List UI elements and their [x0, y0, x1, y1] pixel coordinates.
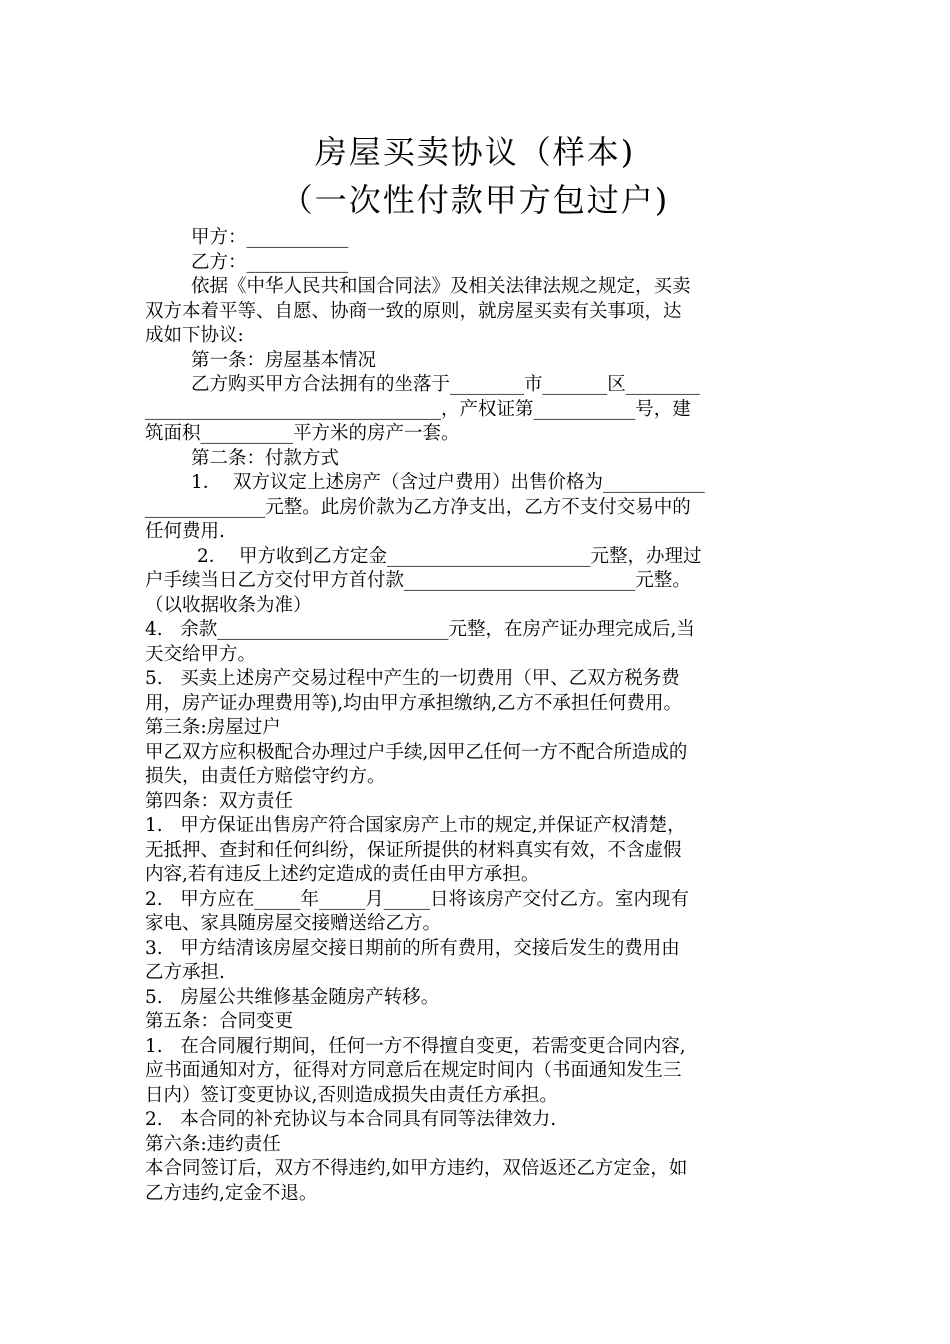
- article-2-line: 4. 余款_________________________元整，在房产证办理完成后,当: [145, 619, 695, 640]
- article-2-line: 天交给甲方。: [145, 643, 257, 665]
- article-2-heading: 第二条：付款方式: [191, 447, 340, 469]
- article-4-line: 1. 甲方保证出售房产符合国家房产上市的规定,并保证产权清楚，: [145, 815, 686, 836]
- article-5-line: 应书面通知对方，征得对方同意后在规定时间内（书面通知发生三: [145, 1060, 682, 1081]
- article-1-line: ________________________________，产权证第___________号，建: [145, 398, 691, 420]
- party-b-line: 乙方：___________: [191, 251, 349, 273]
- article-5-line: 日内）签订变更协议,否则造成损失由责任方承担。: [145, 1084, 558, 1106]
- preamble-line: 成如下协议:: [145, 325, 244, 346]
- article-2-line: 2． 甲方收到乙方定金______________________元整，办理过: [197, 545, 702, 567]
- article-5-line: 1. 在合同履行期间，任何一方不得擅自变更，若需变更合同内容,: [145, 1035, 686, 1057]
- article-4-line: 3. 甲方结清该房屋交接日期前的所有费用，交接后发生的费用由: [145, 937, 680, 959]
- article-5-heading: 第五条：合同变更: [145, 1011, 294, 1032]
- article-1-line: 乙方购买甲方合法拥有的坐落于________市_______区________: [191, 374, 700, 395]
- article-2-line: 5. 买卖上述房产交易过程中产生的一切费用（甲、乙双方税务费: [145, 668, 680, 689]
- article-3-line: 损失，由责任方赔偿守约方。: [145, 766, 386, 787]
- article-4-line: 无抵押、查封和任何纠纷，保证所提供的材料真实有效，不含虚假: [145, 839, 682, 861]
- article-2-line: 1． 双方议定上述房产（含过户费用）出售价格为___________: [191, 472, 705, 493]
- article-2-line: _____________元整。此房价款为乙方净支出，乙方不支付交易中的: [145, 496, 691, 518]
- article-2-line: 户手续当日乙方交付甲方首付款_________________________元整。: [145, 570, 691, 591]
- article-6-heading: 第六条:违约责任: [145, 1133, 281, 1155]
- article-5-line: 2. 本合同的补充协议与本合同具有同等法律效力.: [145, 1109, 557, 1130]
- document-title: 房屋买卖协议（样本): [314, 133, 636, 171]
- article-3-line: 甲乙双方应积极配合办理过户手续,因甲乙任何一方不配合所造成的: [145, 741, 688, 763]
- preamble-line: 双方本着平等、自愿、协商一致的原则，就房屋买卖有关事项，达: [145, 300, 682, 322]
- article-4-line: 2. 甲方应在_____年_____月_____日将该房产交付乙方。室内现有: [145, 888, 690, 910]
- article-6-line: 乙方违约,定金不退。: [145, 1182, 318, 1204]
- article-2-line: 用，房产证办理费用等),均由甲方承担缴纳,乙方不承担任何费用。: [145, 692, 682, 714]
- article-2-line: 任何费用.: [145, 521, 225, 542]
- preamble-line: 依据《中华人民共和国合同法》及相关法律法规之规定，买卖: [191, 276, 691, 297]
- article-6-line: 本合同签订后，双方不得违约,如甲方违约，双倍返还乙方定金，如: [145, 1158, 688, 1179]
- party-a-line: 甲方：___________: [191, 227, 349, 248]
- article-1-line: 筑面积__________平方米的房产一套。: [145, 423, 460, 444]
- article-3-heading: 第三条:房屋过户: [145, 717, 281, 738]
- article-4-line: 5. 房屋公共维修基金随房产转移。: [145, 986, 440, 1008]
- article-1-heading: 第一条：房屋基本情况: [191, 349, 377, 371]
- article-2-line: （以收据收条为准）: [145, 594, 312, 616]
- article-4-line: 乙方承担.: [145, 962, 225, 983]
- document-body: [145, 226, 805, 1206]
- article-4-line: 家电、家具随房屋交接赠送给乙方。: [145, 913, 442, 934]
- article-4-heading: 第四条：双方责任: [145, 790, 294, 812]
- article-4-line: 内容,若有违反上述约定造成的责任由甲方承担。: [145, 864, 540, 885]
- document-subtitle: （一次性付款甲方包过户): [280, 181, 670, 219]
